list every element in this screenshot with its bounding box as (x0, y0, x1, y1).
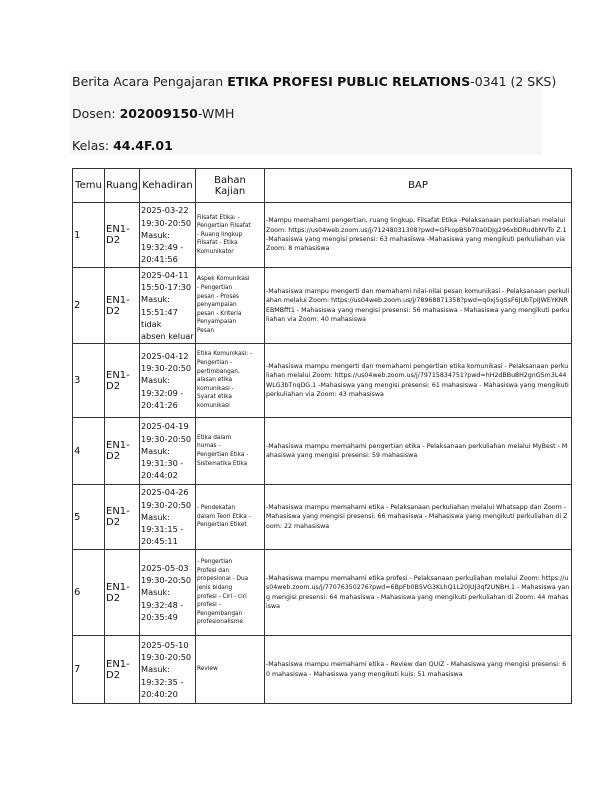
course-name: ETIKA PROFESI PUBLIC RELATIONS (227, 74, 471, 89)
course-code: -0341 (2 SKS) (470, 74, 557, 89)
table-header-row (73, 169, 572, 203)
temu-cell: 4 (73, 418, 105, 485)
table-row (73, 344, 572, 418)
table-row (73, 268, 572, 344)
temu-cell: 1 (73, 203, 105, 268)
class-value: 44.4F.01 (113, 138, 173, 153)
lecturer-label: Dosen: (72, 106, 120, 121)
header-bahan-kajian: Bahan Kajian (196, 169, 265, 203)
class-line (72, 138, 173, 153)
header-kehadiran: Kehadiran (140, 169, 196, 203)
lecturer-id: 202009150 (119, 106, 198, 121)
temu-cell: 3 (73, 344, 105, 418)
ruang-cell: EN1- D2 (105, 636, 140, 704)
bap-cell: -Mahasiswa mampu mengerti dan memahami nilai-nilai pesan komunikasi - Pelaksanaan perkuliahan melalui Zoom: https://us04web.zoom.us/j/78968871358?pwd=q0xj5gSsF6JUbTpIJWEYKNREBMBfft1 - Mahasiswa yang mengisi presensi: 56 mahasiswa - Mahasiswa yang mengikuti perkuliahan via Zoom: 40 mahasiswa (265, 268, 572, 344)
ruang-cell: EN1- D2 (105, 203, 140, 268)
header-temu: Temu (73, 169, 105, 203)
bap-cell: -Mahasiswa mampu memahami etika - Pelaksanaan perkuliahan melalui Whatsapp dan Zoom -Mahasiswa yang mengisi presensi: 66 mahasiswa - Mahasiswa yang mengikuti perkuliahan di Zoom: 22 mahasiswa (265, 485, 572, 550)
temu-cell: 5 (73, 485, 105, 550)
kehadiran-cell: 2025-05-10 19:30-20:50 Masuk: 19:32:35 - 20:40:20 (140, 636, 196, 704)
ruang-cell: EN1- D2 (105, 344, 140, 418)
kehadiran-cell: 2025-05-03 19:30-20:50 Masuk: 19:32:48 - 20:35:49 (140, 550, 196, 636)
title-prefix: Berita Acara Pengajaran (72, 74, 228, 89)
table-row (73, 485, 572, 550)
ruang-cell: EN1- D2 (105, 268, 140, 344)
header-ruang: Ruang (105, 169, 140, 203)
class-label: Kelas: (72, 138, 114, 153)
bahan-kajian-cell: Filsafat Etika: - Pengertian Filsafat - Ruang lingkup Filsafat - Etika Komunikator (196, 203, 265, 268)
bap-cell: -Mahasiswa mampu memahami etika profesi - Pelaksanaan perkuliahan melalui Zoom: https://us04web.zoom.us/j/77076350276?pwd=6BpFb0B5VG3KLhQ1L20JUJ3qf2UNBH.1 - Mahasiswa yang mengisi presensi: 64 mahasiswa - Mahasiswa yang mengikuti perkuliahan di Zoom: 44 mahasiswa (265, 550, 572, 636)
bap-cell: -Mahasiswa mampu memahami pengertian etika - Pelaksanaan perkuliahan melalui MyBest - Mahasiswa yang mengisi presensi: 59 mahasiswa (265, 418, 572, 485)
kehadiran-cell: 2025-04-26 19:30-20:50 Masuk: 19:31:15 - 20:45:11 (140, 485, 196, 550)
bap-cell: -Mahasiswa mampu memahami etika - Review dan QUIZ - Mahasiswa yang mengisi presensi: 60 mahasiswa - Mahasiswa yang mengikuti kuis: 51 mahasiswa (265, 636, 572, 704)
bap-cell: -Mampu memahami pengertian, ruang lingkup, Filsafat Etika -Pelaksanaan perkuliahan melalui Zoom: https://us04web.zoom.us/j/71248031308?pwd=GFkopBSb70a0DJg296xbDRudbNVTo Z.1 -Mahasiswa yang mengisi presensi: 63 mahasiswa -Mahasiswa yang mengikuti perkuliahan via Zoom: 8 mahasiswa (265, 203, 572, 268)
kehadiran-cell: 2025-04-12 19:30-20:50 Masuk: 19:32:09 - 20:41:26 (140, 344, 196, 418)
bahan-kajian-cell: - Pengertian Profesi dan propesional - Dua jenis bidang profesi - Ciri - ciri profesi - Pengembangan profesionalisme (196, 550, 265, 636)
temu-cell: 6 (73, 550, 105, 636)
table-row (73, 203, 572, 268)
header-bap: BAP (265, 169, 572, 203)
kehadiran-cell: 2025-04-19 19:30-20:50 Masuk: 19:31:30 - 20:44:02 (140, 418, 196, 485)
attendance-table (72, 168, 572, 704)
lecturer-line (72, 106, 234, 121)
table-row (73, 550, 572, 636)
bahan-kajian-cell: Etika Komunikasi: - Pengertian - pertimbangan, alasan etika komunikasi - Syarat etika komunikasi (196, 344, 265, 418)
title-line (72, 74, 556, 89)
lecturer-suffix: -WMH (197, 106, 235, 121)
bahan-kajian-cell: - Pendekatan dalam Teori Etika - Pengertian Etiket (196, 485, 265, 550)
table-row (73, 636, 572, 704)
document-header (70, 71, 557, 155)
bahan-kajian-cell: Review (196, 636, 265, 704)
temu-cell: 7 (73, 636, 105, 704)
kehadiran-cell: 2025-04-11 15:50-17:30 Masuk: 15:51:47 tidak absen keluar (140, 268, 196, 344)
ruang-cell: EN1- D2 (105, 485, 140, 550)
bahan-kajian-cell: Etika dalam humas - Pengertian Etika - Sistematika Etika (196, 418, 265, 485)
temu-cell: 2 (73, 268, 105, 344)
bap-cell: -Mahasiswa mampu mengerti dan memahami pengertian etika komunikasi - Pelaksanaan perkuliahan melalui Zoom: https://us04web.zoom.us/j/79715834751?pwd=hH2dBBu8H2gnGSm3L44WLG3bTnqDG.1 -Mahasiswa yang mengisi presensi: 61 mahasiswa - Mahasiswa yang mengikuti perkuliahan via Zoom: 43 mahasiswa (265, 344, 572, 418)
ruang-cell: EN1- D2 (105, 550, 140, 636)
table-row (73, 418, 572, 485)
ruang-cell: EN1- D2 (105, 418, 140, 485)
kehadiran-cell: 2025-03-22 19:30-20:50 Masuk: 19:32:49 - 20:41:56 (140, 203, 196, 268)
bahan-kajian-cell: Aspek Komunikasi - Pengertian pesan - Proses penyampaian pesan - Kriteria Penyampaian Pesan (196, 268, 265, 344)
